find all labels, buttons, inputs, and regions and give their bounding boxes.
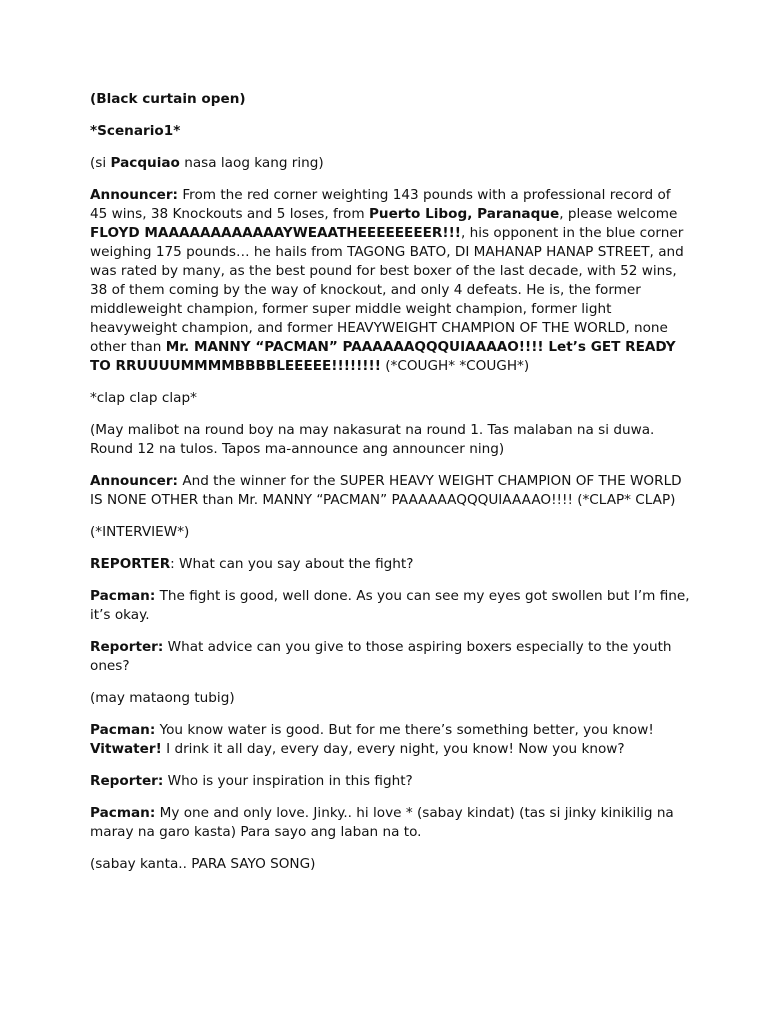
text-run: And the winner for the SUPER HEAVY WEIGHT CHAMPION OF THE WORLD IS NONE OTHER than Mr. MANNY “PACMAN” PAAAAAAQQQUIAAAAO!!!! (*CLAP* CLAP) [90,473,682,508]
speaker-label: Reporter: [90,639,164,655]
speaker-label: Pacman: [90,722,156,738]
interview-heading: (*INTERVIEW*) [90,524,190,540]
pacman-answer-2 [90,721,690,759]
speaker-label: REPORTER [90,556,171,572]
pacman-answer-3 [90,804,690,842]
text-run: , his opponent in the blue corner weighing 175 pounds… he hails from TAGONG BATO, DI MAHANAP HANAP STREET, and was rated by many, as the best pound for best boxer of the last decade, with 52 wins, 38 of them coming by the way of knockout, and only 4 defeats. He is, the former middleweight champion, former super middle weight champion, former light heavyweight champion, and former HEAVYWEIGHT CHAMPION OF THE WORLD, none other than [90,225,684,355]
speaker-label: Pacman: [90,805,156,821]
announcer-winner [90,472,690,510]
text-run: Who is your inspiration in this fight? [163,773,413,789]
reporter-question-3 [90,772,690,791]
clap-line: *clap clap clap* [90,390,197,406]
announcer-intro [90,186,690,376]
script-document [90,90,690,887]
stage-direction-curtain: (Black curtain open) [90,91,246,107]
bold-text: Vitwater! [90,741,162,757]
bold-name: Pacquiao [110,155,180,171]
stage-direction-ring [90,154,690,173]
speaker-label: Announcer: [90,187,178,203]
bold-text: FLOYD MAAAAAAAAAAAAYWEAATHEEEEEEEER!!! [90,225,461,241]
stage-direction-rounds: (May malibot na round boy na may nakasurat na round 1. Tas malaban na si duwa. Round 12 na tulos. Tapos ma-announce ang announcer ning) [90,422,655,457]
speaker-label: Announcer: [90,473,178,489]
text-run: (si [90,155,111,171]
stage-direction-water: (may mataong tubig) [90,690,235,706]
text-run: The fight is good, well done. As you can see my eyes got swollen but I’m fine, it’s okay. [90,588,690,623]
scenario-heading: *Scenario1* [90,123,181,139]
text-run: : What can you say about the fight? [170,556,414,572]
stage-direction-song: (sabay kanta.. PARA SAYO SONG) [90,856,316,872]
speaker-label: Pacman: [90,588,156,604]
pacman-answer-1 [90,587,690,625]
text-run: From the red corner weighting 143 pounds with a professional record of 45 wins, 38 Knockouts and 5 loses, from [90,187,671,222]
text-run: You know water is good. But for me there’s something better, you know! [155,722,654,738]
text-run: I drink it all day, every day, every night, you know! Now you know? [161,741,625,757]
speaker-label: Reporter: [90,773,164,789]
bold-text: Mr. MANNY “PACMAN” PAAAAAAQQQUIAAAAO!!!! Let’s GET READY TO RRUUUUMMMMBBBBLEEEEE!!!!!!!! [90,339,676,374]
text-run: (*COUGH* *COUGH*) [380,358,530,374]
text-run: nasa laog kang ring) [179,155,324,171]
text-run: What advice can you give to those aspiring boxers especially to the youth ones? [90,639,672,674]
bold-text: Puerto Libog, Paranaque [368,206,560,222]
reporter-question-1 [90,555,690,574]
reporter-question-2 [90,638,690,676]
text-run: , please welcome [559,206,678,222]
text-run: My one and only love. Jinky.. hi love * (sabay kindat) (tas si jinky kinikilig na maray na garo kasta) Para sayo ang laban na to. [90,805,674,840]
